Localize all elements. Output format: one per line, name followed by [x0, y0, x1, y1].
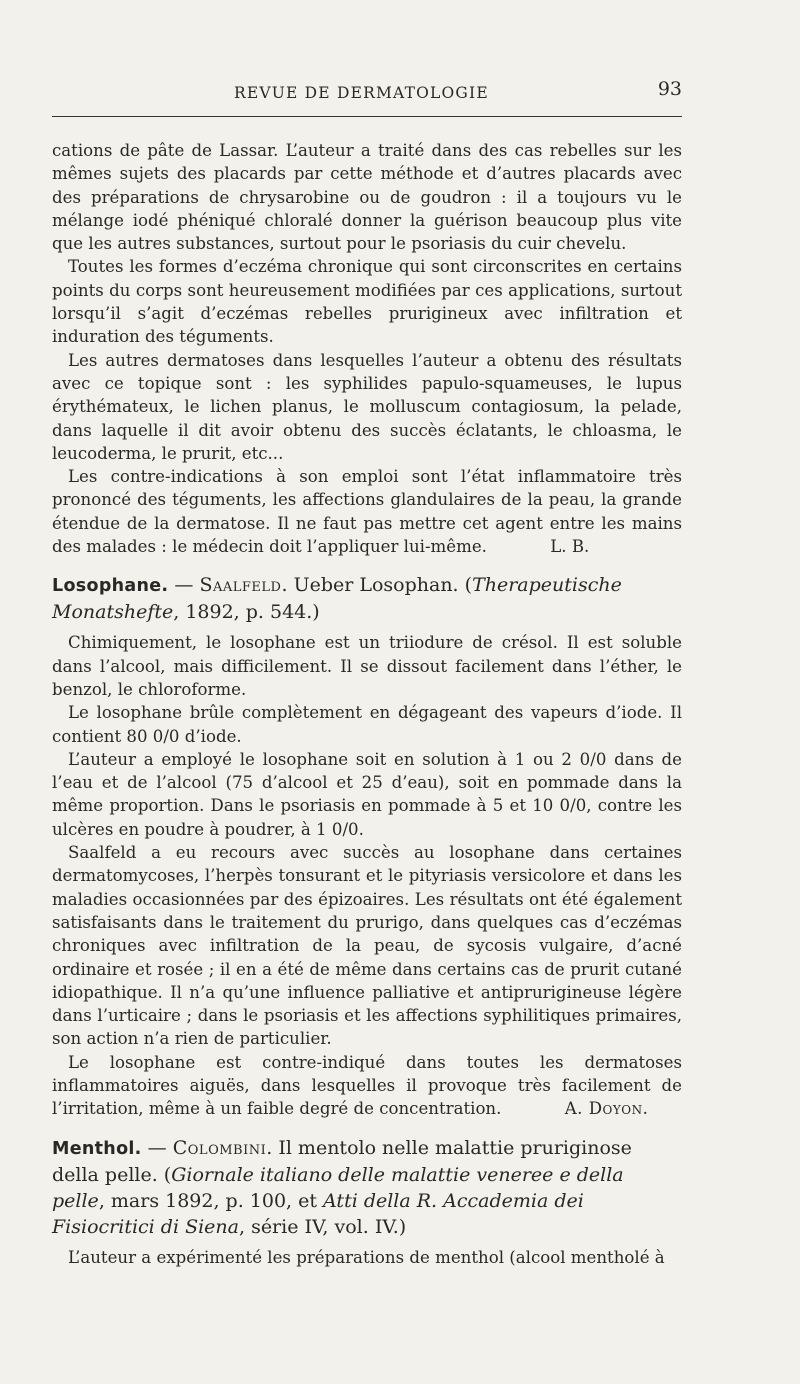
losophane-paragraph-4: Saalfeld a eu recours avec succès au losophane dans certaines dermatomycoses, l’herpès tonsurant et le pityriasis versicolore et dans les maladies occasionnées par des épizoaires. Les résultats ont été également satisfaisants dans le traitement du prurigo, dans quelques cas d’eczémas chroniques avec infiltration de la peau, de sycosis vulgaire, d’acné ordinaire et rosée ; il en a été de même dans certains cas de prurit cutané idiopathique. Il n’a qu’une influence palliative et antiprurigineuse légère dans l’urticaire ; dans le psoriasis et les affections syphilitiques primaires, son action n’a rien de particulier. [52, 843, 682, 1049]
intro-paragraph-2: Toutes les formes d’eczéma chronique qui sont circonscrites en certains points du corps sont heureusement modifiées par ces applications, surtout lorsqu’il s’agit d’eczémas rebelles prurigineux avec infiltration et induration des téguments. [52, 257, 682, 347]
losophane-author: Saalfeld [199, 574, 282, 597]
journal-page [52, 78, 682, 1269]
page-number: 93 [657, 78, 682, 100]
intro-paragraph-3: Les autres dermatoses dans lesquelles l’auteur a obtenu des résultats avec ce topique sont : les syphilides papulo-squameuses, le lupus érythémateux, le lichen planus, le molluscum contagiosum, la pelade, dans laquelle il dit avoir obtenu des succès éclatants, le chloasma, le leucoderma, le prurit, etc... [52, 350, 682, 463]
losophane-paragraph-5 [52, 1051, 682, 1121]
losophane-dash: — [168, 574, 200, 597]
losophane-heading [52, 572, 682, 625]
intro-paragraph-4-text: Les contre-indications à son emploi sont l’état inflammatoire très prononcé des téguments, les affections glandulaires de la peau, la grande étendue de la dermatose. Il ne faut pas mettre cet agent entre les mains des malades : le médecin doit l’appliquer lui-même. [52, 467, 682, 557]
losophane-headword: Losophane. [52, 576, 169, 597]
losophane-paragraph-5-text: Le losophane est contre-indiqué dans toutes les dermatoses inflammatoires aiguës, dans lesquelles il provoque très facilement de l’irritation, même à un faible degré de concentration. [52, 1052, 682, 1119]
menthol-paragraph-1: L’auteur a expérimenté les préparations de menthol (alcool mentholé à [68, 1247, 665, 1267]
intro-signature: L. B. [550, 537, 590, 557]
menthol-author: Colombini [172, 1136, 267, 1159]
menthol-dash: — [141, 1136, 173, 1159]
intro-paragraph-1: cations de pâte de Lassar. L’auteur a traité dans des cas rebelles sur les mêmes sujets des placards par cette méthode et d’autres placards avec des préparations de chrysarobine ou de goudron : il a toujours vu le mélange iodé phéniqué chloralé donner la guérison beaucoup plus vite que les autres substances, surtout pour le psoriasis du cuir chevelu. [52, 141, 682, 254]
menthol-headword: Menthol. [52, 1138, 142, 1159]
journal-title: REVUE DE DERMATOLOGIE [234, 84, 489, 102]
menthol-title: . Il mentolo nelle malattie pruriginose della pelle. ( [52, 1136, 632, 1186]
losophane-signature: A. Doyon. [564, 1099, 649, 1119]
losophane-paragraph-2: Le losophane brûle complètement en dégageant des vapeurs d’iode. Il contient 80 0/0 d’iode. [52, 703, 682, 746]
running-header [52, 78, 682, 110]
article-body [52, 139, 682, 1269]
losophane-title: . Ueber Losophan. ( [281, 574, 473, 597]
menthol-journal-1: Giornale italiano delle malattie veneree e della pelle [52, 1163, 624, 1212]
losophane-journal: Therapeutische Monatshefte [52, 574, 622, 624]
losophane-paragraph-3: L’auteur a employé le losophane soit en solution à 1 ou 2 0/0 dans de l’eau et de l’alcool (75 d’alcool et 25 d’eau), soit en pommade dans la même proportion. Dans le psoriasis en pommade à 5 et 10 0/0, contre les ulcères en poudre à poudrer, à 1 0/0. [52, 749, 682, 839]
intro-paragraph-4 [52, 465, 682, 558]
menthol-citation-mid: , mars 1892, p. 100, et [98, 1189, 324, 1212]
menthol-heading [52, 1135, 682, 1240]
header-rule [52, 116, 682, 117]
losophane-citation-tail: , 1892, p. 544.) [173, 601, 320, 624]
menthol-citation-tail: , série IV, vol. IV.) [238, 1215, 407, 1238]
menthol-journal-2: Atti della R. Accademia dei Fisiocritici di Siena [52, 1189, 584, 1238]
losophane-paragraph-1: Chimiquement, le losophane est un triiodure de crésol. Il est soluble dans l’alcool, mais difficilement. Il se dissout facilement dans l’éther, le benzol, le chloroforme. [52, 633, 682, 699]
